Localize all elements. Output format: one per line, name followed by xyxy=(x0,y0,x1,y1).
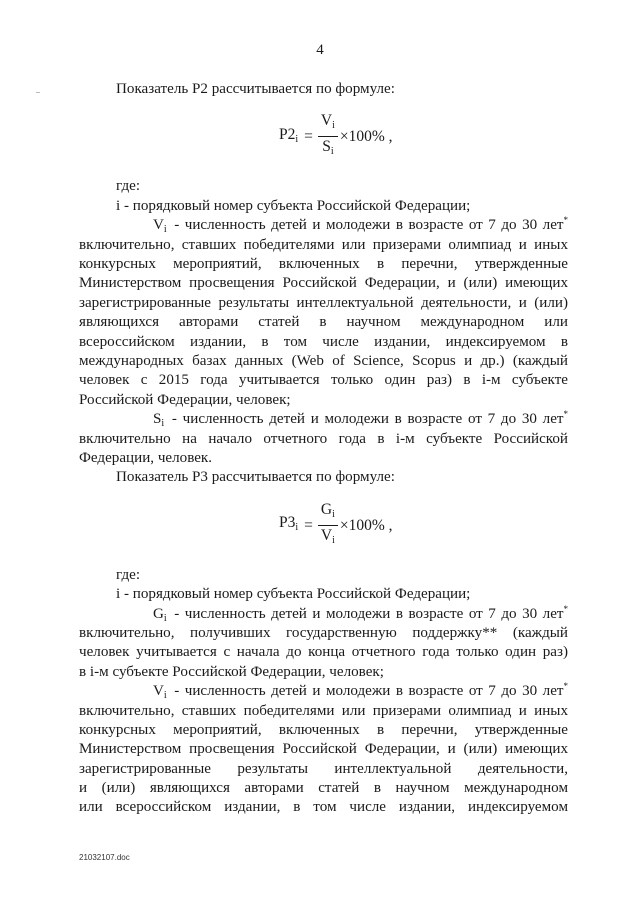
p2-formula-lhs: $Р2_i$ xyxy=(279,125,299,145)
p3-v-line: или всероссийском издании, в том числе издании, индексируемом xyxy=(79,799,568,816)
p3-intro: Показатель Р3 рассчитывается по формуле: xyxy=(116,469,395,486)
p2-formula-equals: = xyxy=(304,128,313,146)
document-body xyxy=(79,80,568,818)
p2-v-line: конкурсных мероприятий, включенных в перечни, утвержденные xyxy=(79,256,568,272)
p3-g-line: человек учитывается с начала до конца отчетного года только один раз) xyxy=(79,644,568,661)
p2-v-line: включительно, ставших победителями или призерами олимпиад и иных xyxy=(79,236,568,253)
p3-v-line: зарегистрированные результаты интеллектуальной деятельности, xyxy=(79,760,568,777)
p2-formula-tail: ×100% , xyxy=(339,128,393,146)
p2-v-definition-first: $V_i$ - численность детей и молодежи в возрасте от 7 до 30 лет* xyxy=(79,216,568,235)
margin-mark xyxy=(36,92,40,93)
p2-where: где: xyxy=(116,178,141,195)
p3-v-line: и (или) являющихся авторами статей в научном международном xyxy=(79,780,568,797)
p3-formula xyxy=(79,493,568,555)
p3-i-definition: i - порядковый номер субъекта Российской Федерации; xyxy=(116,586,471,603)
p2-v-line: Министерством просвещения Российской Федерации, и (или) имеющих xyxy=(79,275,568,292)
p3-formula-fraction xyxy=(318,501,338,550)
p3-v-line: включительно, ставших победителями или призерами олимпиад и иных xyxy=(79,702,568,719)
p2-v-line: всероссийском издании, в том числе издании, индексируемом в xyxy=(79,333,568,350)
p2-formula-numerator: $V_i$ xyxy=(318,112,338,137)
p3-g-variable: $G_i$ xyxy=(153,605,167,624)
p2-s-definition-first: $S_i$ - численность детей и молодежи в возрасте от 7 до 30 лет* xyxy=(79,410,568,429)
page-number: 4 xyxy=(316,42,324,58)
p2-s-variable: $S_i$ xyxy=(153,411,165,430)
p2-v-line: международных базах данных (Web of Science, Scopus и др.) (каждый xyxy=(79,352,568,369)
p3-formula-tail: ×100% , xyxy=(339,516,393,534)
document-footer-filename: 21032107.doc xyxy=(79,853,130,862)
p3-formula-equals: = xyxy=(304,516,313,534)
p2-formula xyxy=(79,104,568,166)
p2-i-definition: i - порядковый номер субъекта Российской Федерации; xyxy=(116,197,471,214)
p3-formula-denominator: $V_i$ xyxy=(320,526,335,546)
p2-v-line: человек с 2015 года учитывается только один раз) в i-м субъекте xyxy=(79,372,568,389)
p2-s-line: включительно на начало отчетного года в i-м субъекте Российской xyxy=(79,430,568,447)
p3-g-definition-first: $G_i$ - численность детей и молодежи в возрасте от 7 до 30 лет* xyxy=(79,605,568,624)
p2-formula-denominator: $S_i$ xyxy=(322,138,334,158)
p2-formula-fraction xyxy=(318,112,338,161)
p3-g-line-last: в i-м субъекте Российской Федерации, человек; xyxy=(79,663,384,680)
p3-v-variable: $V_i$ xyxy=(153,683,167,702)
p2-v-line-last: Российской Федерации, человек; xyxy=(79,391,291,408)
p3-where: где: xyxy=(116,566,141,583)
p2-intro: Показатель Р2 рассчитывается по формуле: xyxy=(116,81,395,97)
p2-v-variable: $V_i$ xyxy=(153,217,167,236)
p3-g-line: включительно, получивших государственную поддержку** (каждый xyxy=(79,624,568,641)
p3-v-definition-first: $V_i$ - численность детей и молодежи в возрасте от 7 до 30 лет* xyxy=(79,682,568,701)
p3-v-line: Министерством просвещения Российской Федерации, и (или) имеющих xyxy=(79,741,568,758)
p2-s-line-last: Федерации, человек. xyxy=(79,449,213,466)
p2-v-line: являющихся авторами статей в научном международном или xyxy=(79,314,568,331)
p3-formula-numerator: $G_i$ xyxy=(318,501,338,526)
p3-formula-lhs: $Р3_i$ xyxy=(279,514,299,534)
p3-v-line: конкурсных мероприятий, включенных в перечни, утвержденные xyxy=(79,721,568,738)
p2-v-line: зарегистрированные результаты интеллектуальной деятельности, и (или) xyxy=(79,294,568,311)
